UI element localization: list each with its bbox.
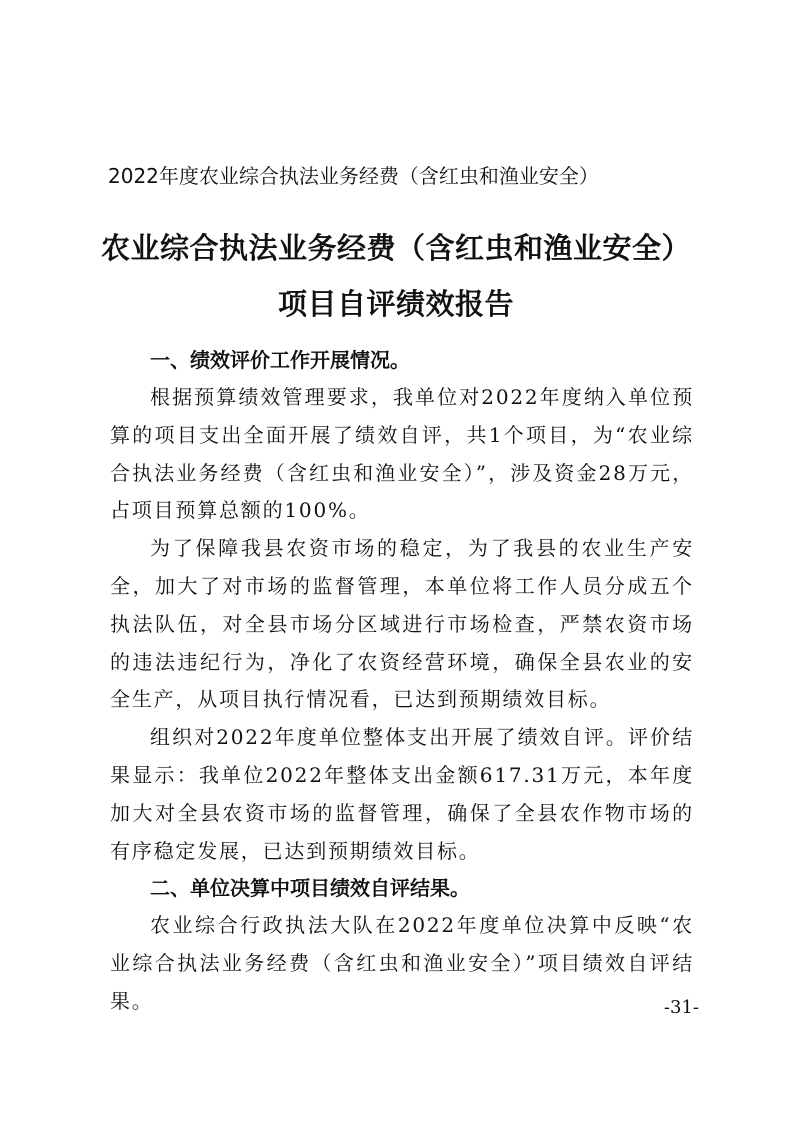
body-paragraph: 组织对2022年度单位整体支出开展了绩效自评。评价结果显示：我单位2022年整体支出金额617.31万元，本年度加大对全县农资市场的监督管理，确保了全县农作物市场的有序稳定发展，已达到预期绩效目标。 [110,725,694,863]
body-paragraph: 为了保障我县农资市场的稳定，为了我县的农业生产安全，加大了对市场的监督管理，本单位将工作人员分成五个执法队伍，对全县市场分区域进行市场检查，严禁农资市场的违法违纪行为，净化了农资经营环境，确保全县农业的安全生产，从项目执行情况看，已达到预期绩效目标。 [110,536,694,712]
section-heading: 二、单位决算中项目绩效自评结果。 [150,876,470,901]
page-number: -31- [663,997,699,1018]
body-paragraph: 根据预算绩效管理要求，我单位对2022年度纳入单位预算的项目支出全面开展了绩效自评，共1个项目，为“农业综合执法业务经费（含红虫和渔业安全）”，涉及资金28万元，占项目预算总额的100%。 [110,385,694,523]
running-header: 2022年度农业综合执法业务经费（含红虫和渔业安全） [108,164,599,188]
body-paragraph: 农业综合行政执法大队在2022年度单位决算中反映“农业综合执法业务经费（含红虫和渔业安全）”项目绩效自评结果。 [110,913,694,1013]
document-body [110,342,694,1021]
document-title-line-1: 农业综合执法业务经费（含红虫和渔业安全） [100,231,691,265]
section-heading: 一、绩效评价工作开展情况。 [150,348,410,372]
document-title-line-2: 项目自评绩效报告 [277,287,514,321]
